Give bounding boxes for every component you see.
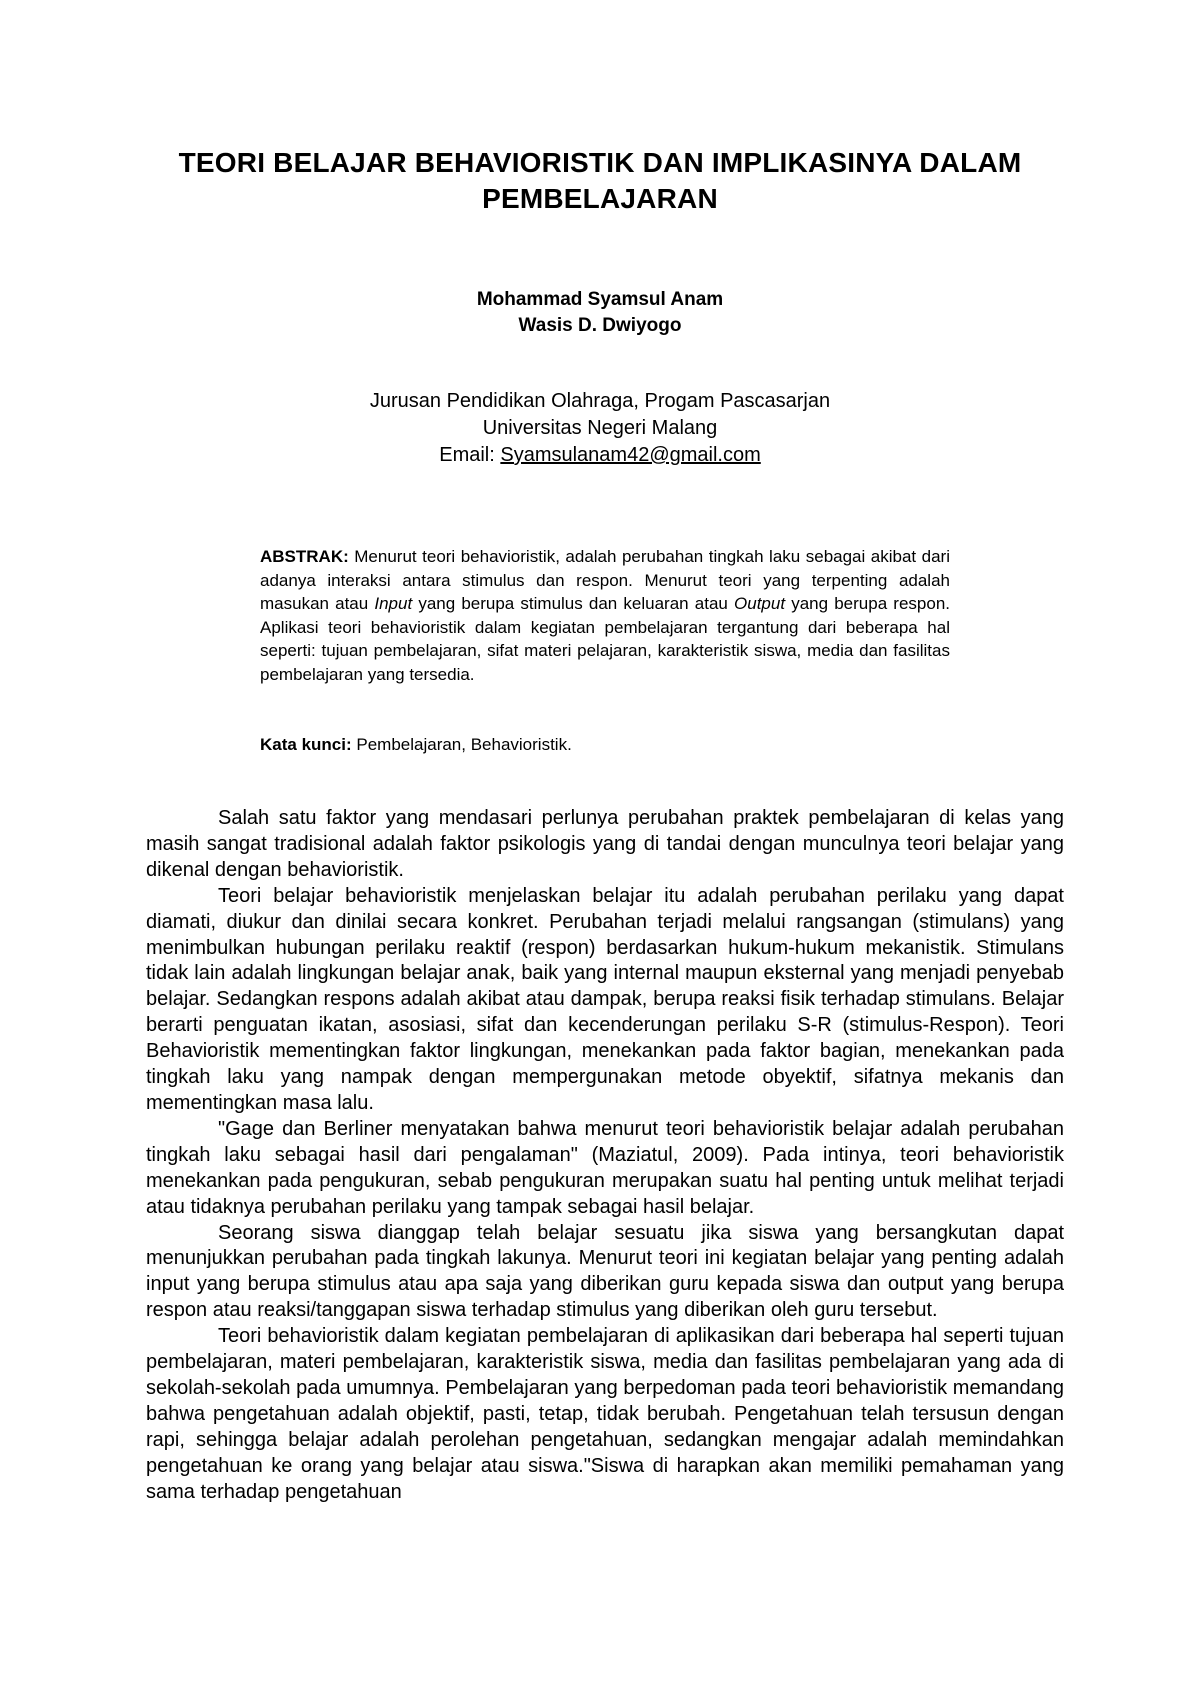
abstract-text: Menurut teori behavioristik, adalah perubahan tingkah laku sebagai akibat dari adanya interaksi antara stimulus dan respon. Menurut teori yang terpenting adalah masukan atau xyxy=(260,547,950,614)
title-line-2: PEMBELAJARAN xyxy=(482,183,718,214)
affiliation-department: Jurusan Pendidikan Olahraga, Progam Pascasarjan xyxy=(369,390,831,412)
abstract-term-input: Input xyxy=(374,594,413,614)
body-paragraph: Teori belajar behavioristik menjelaskan belajar itu adalah perubahan perilaku yang dapat diamati, diukur dan dinilai secara konkret. Perubahan terjadi melalui rangsangan (stimulans) yang menimbulkan hubungan perilaku reaktif (respon) berdasarkan hukum-hukum mekanistik. Stimulans tidak lain adalah lingkungan belajar anak, baik yang internal maupun eksternal yang menjadi penyebab belajar. Sedangkan respons adalah akibat atau dampak, berupa reaksi fisik terhadap stimulans. Belajar berarti penguatan ikatan, asosiasi, sifat dan kecenderungan perilaku S-R (stimulus-Respon). Teori Behavioristik mementingkan faktor lingkungan, menekankan pada faktor bagian, menekankan pada tingkah laku yang nampak dengan mempergunakan metode obyektif, sifatnya mekanis dan mementingkan masa lalu. xyxy=(146,884,1064,1114)
paper-title xyxy=(150,145,1050,217)
email-line xyxy=(150,442,1050,469)
abstract xyxy=(260,545,950,687)
body-paragraph: Teori behavioristik dalam kegiatan pembelajaran di aplikasikan dari beberapa hal seperti tujuan pembelajaran, materi pembelajaran, karakteristik siswa, media dan fasilitas pembelajaran yang ada di sekolah-sekolah pada umumnya. Pembelajaran yang berpedoman pada teori behavioristik memandang bahwa pengetahuan adalah objektif, pasti, tetap, tidak berubah. Pengetahuan telah tersusun dengan rapi, sehingga belajar adalah perolehan pengetahuan, sedangkan mengajar adalah memindahkan pengetahuan ke orang yang belajar atau siswa."Siswa di harapkan akan memiliki pemahaman yang sama terhadap pengetahuan xyxy=(146,1325,1064,1503)
keywords xyxy=(260,733,950,756)
body-paragraph: "Gage dan Berliner menyatakan bahwa menurut teori behavioristik belajar adalah perubahan tingkah laku sebagai hasil dari pengalaman" (Maziatul, 2009). Pada intinya, teori behavioristik menekankan pada pengukuran, sebab pengukuran merupakan suatu hal penting untuk melihat terjadi atau tidaknya perubahan perilaku yang tampak sebagai hasil belajar. xyxy=(146,1117,1064,1218)
body-paragraph: Salah satu faktor yang mendasari perlunya perubahan praktek pembelajaran di kelas yang masih sangat tradisional adalah faktor psikologis yang di tandai dengan munculnya teori belajar yang dikenal dengan behavioristik. xyxy=(146,807,1064,881)
email-label: Email: xyxy=(439,444,501,466)
body-text xyxy=(146,806,1064,1505)
abstract-text: yang berupa stimulus dan keluaran atau xyxy=(412,594,735,614)
author-list xyxy=(150,287,1050,339)
title-line-1: TEORI BELAJAR BEHAVIORISTIK DAN IMPLIKASINYA DALAM xyxy=(178,147,1022,178)
abstract-term-output: Output xyxy=(734,594,786,614)
affiliation-block xyxy=(150,388,1050,469)
email-link[interactable]: Syamsulanam42@gmail.com xyxy=(500,444,761,466)
author-name: Mohammad Syamsul Anam xyxy=(476,289,724,310)
keywords-label: Kata kunci: xyxy=(260,735,352,754)
abstract-text: yang berupa respon. Aplikasi teori behavioristik dalam kegiatan pembelajaran tergantung dari beberapa hal seperti: tujuan pembelajaran, sifat materi pelajaran, karakteristik siswa, media dan fasilitas pembelajaran yang tersedia. xyxy=(260,594,951,684)
author-name: Wasis D. Dwiyogo xyxy=(518,315,682,336)
abstract-label: ABSTRAK: xyxy=(260,547,349,566)
affiliation-university: Universitas Negeri Malang xyxy=(482,417,718,439)
keywords-text: Pembelajaran, Behavioristik. xyxy=(351,735,572,754)
body-paragraph: Seorang siswa dianggap telah belajar sesuatu jika siswa yang bersangkutan dapat menunjukkan perubahan pada tingkah lakunya. Menurut teori ini kegiatan belajar yang penting adalah input yang berupa stimulus atau apa saja yang diberikan guru kepada siswa dan output yang berupa respon atau reaksi/tanggapan siswa terhadap stimulus yang diberikan oleh guru tersebut. xyxy=(146,1221,1064,1322)
